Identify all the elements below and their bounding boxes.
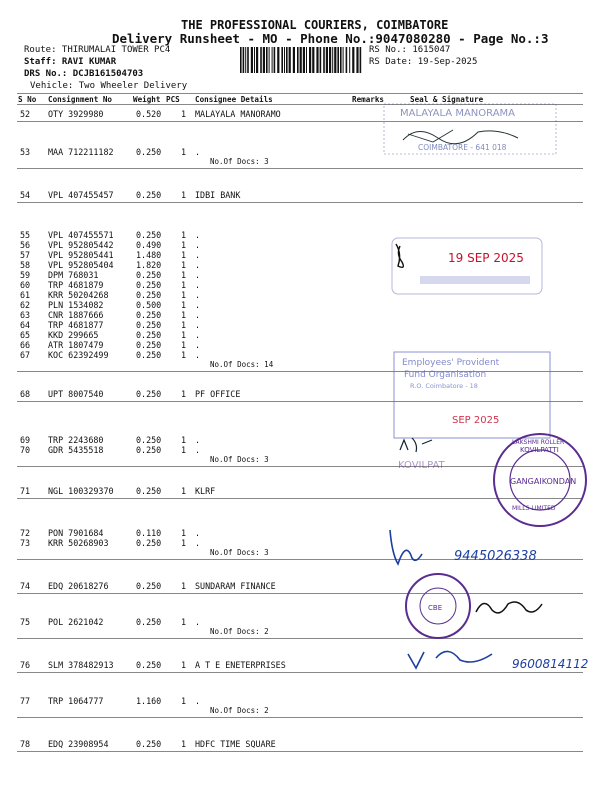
row-weight: 1.480 bbox=[136, 250, 162, 260]
row-consignee: MALAYALA MANORAMO bbox=[195, 109, 281, 119]
svg-text:MALAYALA MANORAMA: MALAYALA MANORAMA bbox=[400, 108, 515, 119]
row-consignee: . bbox=[195, 147, 201, 157]
row-pcs: 1 bbox=[181, 739, 187, 749]
row-sno: 66 bbox=[20, 340, 31, 350]
row-divider bbox=[17, 202, 583, 203]
row-weight: 0.110 bbox=[136, 528, 162, 538]
row-sno: 67 bbox=[20, 350, 31, 360]
row-consignee: . bbox=[195, 435, 201, 445]
row-consignment-no: POL 2621042 bbox=[48, 617, 104, 627]
rs-number: RS No.: 1615047 bbox=[369, 45, 451, 55]
row-consignee: . bbox=[195, 260, 201, 270]
staff-label: Staff: RAVI KUMAR bbox=[24, 57, 117, 67]
row-consignee: HDFC TIME SQUARE bbox=[195, 739, 276, 749]
row-consignment-no: TRP 2243680 bbox=[48, 435, 104, 445]
row-sno: 71 bbox=[20, 486, 31, 496]
row-pcs: 1 bbox=[181, 330, 187, 340]
row-pcs: 1 bbox=[181, 240, 187, 250]
row-pcs: 1 bbox=[181, 486, 187, 496]
row-weight: 0.250 bbox=[136, 340, 162, 350]
row-weight: 0.250 bbox=[136, 147, 162, 157]
row-pcs: 1 bbox=[181, 320, 187, 330]
row-consignment-no: NGL 100329370 bbox=[48, 486, 114, 496]
row-consignee: . bbox=[195, 340, 201, 350]
row-weight: 1.820 bbox=[136, 260, 162, 270]
row-weight: 0.250 bbox=[136, 330, 162, 340]
row-consignee: . bbox=[195, 350, 201, 360]
row-sno: 61 bbox=[20, 290, 31, 300]
row-consignee: . bbox=[195, 528, 201, 538]
row-consignment-no: VPL 952805442 bbox=[48, 240, 114, 250]
row-consignee: . bbox=[195, 310, 201, 320]
row-pcs: 1 bbox=[181, 389, 187, 399]
row-weight: 0.250 bbox=[136, 280, 162, 290]
row-consignment-no: KOC 62392499 bbox=[48, 350, 109, 360]
row-consignment-no: UPT 8007540 bbox=[48, 389, 104, 399]
row-pcs: 1 bbox=[181, 528, 187, 538]
row-pcs: 1 bbox=[181, 290, 187, 300]
malayala-manorama-stamp bbox=[378, 102, 563, 164]
docs-count: No.Of Docs: 3 bbox=[210, 548, 269, 557]
svg-text:19 SEP 2025: 19 SEP 2025 bbox=[448, 251, 524, 265]
row-weight: 0.250 bbox=[136, 310, 162, 320]
row-consignment-no: KRR 50204268 bbox=[48, 290, 109, 300]
drs-number: DRS No.: DCJB161504703 bbox=[24, 69, 144, 79]
col-consignee: Consignee Details bbox=[195, 95, 273, 104]
barcode bbox=[238, 45, 366, 75]
row-pcs: 1 bbox=[181, 270, 187, 280]
row-consignment-no: TRP 4681879 bbox=[48, 280, 104, 290]
row-consignment-no: MAA 712211182 bbox=[48, 147, 114, 157]
row-weight: 0.250 bbox=[136, 660, 162, 670]
row-weight: 0.490 bbox=[136, 240, 162, 250]
row-sno: 63 bbox=[20, 310, 31, 320]
row-pcs: 1 bbox=[181, 538, 187, 548]
svg-text:GANGAIKONDAN: GANGAIKONDAN bbox=[510, 477, 577, 486]
row-consignment-no: OTY 3929980 bbox=[48, 109, 104, 119]
header-rule-top bbox=[17, 93, 583, 94]
row-weight: 0.250 bbox=[136, 320, 162, 330]
row-sno: 69 bbox=[20, 435, 31, 445]
col-weight: Weight bbox=[133, 95, 161, 104]
row-consignee: SUNDARAM FINANCE bbox=[195, 581, 276, 591]
docs-count: No.Of Docs: 2 bbox=[210, 627, 269, 636]
row-consignment-no: DPM 768031 bbox=[48, 270, 99, 280]
row-pcs: 1 bbox=[181, 435, 187, 445]
row-divider bbox=[17, 168, 583, 169]
row-sno: 64 bbox=[20, 320, 31, 330]
row-consignment-no: TRP 1064777 bbox=[48, 696, 104, 706]
svg-text:LAKSHMI ROLLER: LAKSHMI ROLLER bbox=[512, 439, 565, 446]
row-sno: 54 bbox=[20, 190, 31, 200]
row-sno: 52 bbox=[20, 109, 31, 119]
row-consignment-no: ATR 1807479 bbox=[48, 340, 104, 350]
row-consignee: . bbox=[195, 538, 201, 548]
row-pcs: 1 bbox=[181, 581, 187, 591]
row-pcs: 1 bbox=[181, 109, 187, 119]
row-consignee: . bbox=[195, 240, 201, 250]
klrf-signature bbox=[392, 430, 482, 494]
row-consignment-no: TRP 4681877 bbox=[48, 320, 104, 330]
row-consignment-no: GDR 5435518 bbox=[48, 445, 104, 455]
row-weight: 0.250 bbox=[136, 389, 162, 399]
row-weight: 0.500 bbox=[136, 300, 162, 310]
row-weight: 0.250 bbox=[136, 486, 162, 496]
docs-count: No.Of Docs: 14 bbox=[210, 360, 274, 369]
svg-text:CBE: CBE bbox=[428, 604, 443, 612]
row-divider bbox=[17, 717, 583, 718]
row-pcs: 1 bbox=[181, 617, 187, 627]
row-consignee: . bbox=[195, 320, 201, 330]
row-weight: 0.250 bbox=[136, 617, 162, 627]
docs-count: No.Of Docs: 3 bbox=[210, 455, 269, 464]
col-seal-signature: Seal & Signature bbox=[410, 95, 484, 104]
row-consignment-no: PON 7901684 bbox=[48, 528, 104, 538]
svg-text:R.O. Coimbatore - 18: R.O. Coimbatore - 18 bbox=[410, 382, 478, 390]
row-sno: 62 bbox=[20, 300, 31, 310]
svg-text:SEP 2025: SEP 2025 bbox=[452, 415, 500, 426]
row-consignment-no: EDQ 23908954 bbox=[48, 739, 109, 749]
row-sno: 58 bbox=[20, 260, 31, 270]
row-sno: 73 bbox=[20, 538, 31, 548]
row-pcs: 1 bbox=[181, 660, 187, 670]
svg-text:Fund Organisation: Fund Organisation bbox=[404, 370, 487, 380]
hdfc-signature bbox=[402, 636, 597, 680]
row-consignee: . bbox=[195, 280, 201, 290]
row-consignee: . bbox=[195, 330, 201, 340]
row-consignee: . bbox=[195, 300, 201, 310]
row-weight: 0.250 bbox=[136, 538, 162, 548]
row-consignment-no: KRR 50268903 bbox=[48, 538, 109, 548]
row-sno: 57 bbox=[20, 250, 31, 260]
row-consignee: KLRF bbox=[195, 486, 216, 496]
row-sno: 56 bbox=[20, 240, 31, 250]
runsheet-subtitle: Delivery Runsheet - MO - Phone No.:9047080280 - Page No.:3 bbox=[112, 31, 549, 46]
page-title: THE PROFESSIONAL COURIERS, COIMBATORE bbox=[181, 18, 449, 32]
col-remarks: Remarks bbox=[352, 95, 385, 104]
row-sno: 75 bbox=[20, 617, 31, 627]
row-pcs: 1 bbox=[181, 250, 187, 260]
svg-text:9445026338: 9445026338 bbox=[454, 549, 537, 564]
route-label: Route: THIRUMALAI TOWER PC4 bbox=[24, 45, 171, 55]
row-consignment-no: PLN 1534082 bbox=[48, 300, 104, 310]
row-sno: 53 bbox=[20, 147, 31, 157]
row-consignee: . bbox=[195, 617, 201, 627]
delivery-date-stamp bbox=[380, 232, 550, 304]
row-sno: 65 bbox=[20, 330, 31, 340]
row-pcs: 1 bbox=[181, 260, 187, 270]
row-divider bbox=[17, 751, 583, 752]
vehicle-label: Vehicle: Two Wheeler Delivery bbox=[30, 81, 188, 91]
row-consignment-no: VPL 407455571 bbox=[48, 230, 114, 240]
row-consignee: PF OFFICE bbox=[195, 389, 241, 399]
row-weight: 0.520 bbox=[136, 109, 162, 119]
row-weight: 0.250 bbox=[136, 270, 162, 280]
row-pcs: 1 bbox=[181, 280, 187, 290]
svg-text:Employees' Provident: Employees' Provident bbox=[402, 358, 500, 368]
row-weight: 0.250 bbox=[136, 290, 162, 300]
row-pcs: 1 bbox=[181, 350, 187, 360]
svg-text:KOVILPATTI: KOVILPATTI bbox=[520, 446, 559, 454]
row-weight: 0.250 bbox=[136, 739, 162, 749]
row-weight: 0.250 bbox=[136, 230, 162, 240]
svg-text:MILLS LIMITED: MILLS LIMITED bbox=[512, 505, 556, 512]
lakshmi-roller-flour-mills-seal bbox=[490, 430, 590, 534]
row-pcs: 1 bbox=[181, 445, 187, 455]
col-sno: S No bbox=[18, 95, 37, 104]
docs-count: No.Of Docs: 3 bbox=[210, 157, 269, 166]
row-consignment-no: VPL 952805404 bbox=[48, 260, 114, 270]
row-weight: 0.250 bbox=[136, 350, 162, 360]
row-sno: 60 bbox=[20, 280, 31, 290]
row-consignee: IDBI BANK bbox=[195, 190, 241, 200]
row-sno: 70 bbox=[20, 445, 31, 455]
row-sno: 74 bbox=[20, 581, 31, 591]
svg-text:COIMBATORE - 641 018: COIMBATORE - 641 018 bbox=[418, 143, 507, 152]
row-weight: 0.250 bbox=[136, 435, 162, 445]
row-pcs: 1 bbox=[181, 310, 187, 320]
row-consignment-no: VPL 952805441 bbox=[48, 250, 114, 260]
row-consignee: . bbox=[195, 445, 201, 455]
row-pcs: 1 bbox=[181, 696, 187, 706]
row-consignee: . bbox=[195, 290, 201, 300]
row-consignee: . bbox=[195, 270, 201, 280]
row-sno: 77 bbox=[20, 696, 31, 706]
ate-signature bbox=[470, 590, 550, 624]
row-consignment-no: EDQ 20618276 bbox=[48, 581, 109, 591]
row-consignment-no: KKD 299665 bbox=[48, 330, 99, 340]
row-sno: 68 bbox=[20, 389, 31, 399]
row-weight: 0.250 bbox=[136, 445, 162, 455]
row-pcs: 1 bbox=[181, 147, 187, 157]
row-pcs: 1 bbox=[181, 340, 187, 350]
svg-text:KOVILPAT: KOVILPAT bbox=[398, 460, 445, 471]
row-consignee: . bbox=[195, 230, 201, 240]
row-sno: 78 bbox=[20, 739, 31, 749]
row-weight: 1.160 bbox=[136, 696, 162, 706]
row-consignment-no: SLM 378482913 bbox=[48, 660, 114, 670]
row-consignee: . bbox=[195, 250, 201, 260]
docs-count: No.Of Docs: 2 bbox=[210, 706, 269, 715]
row-weight: 0.250 bbox=[136, 581, 162, 591]
col-consignment: Consignment No bbox=[48, 95, 113, 104]
row-weight: 0.250 bbox=[136, 190, 162, 200]
row-sno: 76 bbox=[20, 660, 31, 670]
svg-text:9600814112: 9600814112 bbox=[512, 657, 589, 671]
row-sno: 59 bbox=[20, 270, 31, 280]
row-pcs: 1 bbox=[181, 230, 187, 240]
row-consignee: . bbox=[195, 696, 201, 706]
col-pcs: PCS bbox=[166, 95, 180, 104]
row-pcs: 1 bbox=[181, 190, 187, 200]
row-sno: 55 bbox=[20, 230, 31, 240]
row-consignment-no: VPL 407455457 bbox=[48, 190, 114, 200]
row-pcs: 1 bbox=[181, 300, 187, 310]
row-consignee: A T E ENETERPRISES bbox=[195, 660, 286, 670]
row-sno: 72 bbox=[20, 528, 31, 538]
row-consignment-no: CNR 1887666 bbox=[48, 310, 104, 320]
rs-date: RS Date: 19-Sep-2025 bbox=[369, 57, 478, 67]
